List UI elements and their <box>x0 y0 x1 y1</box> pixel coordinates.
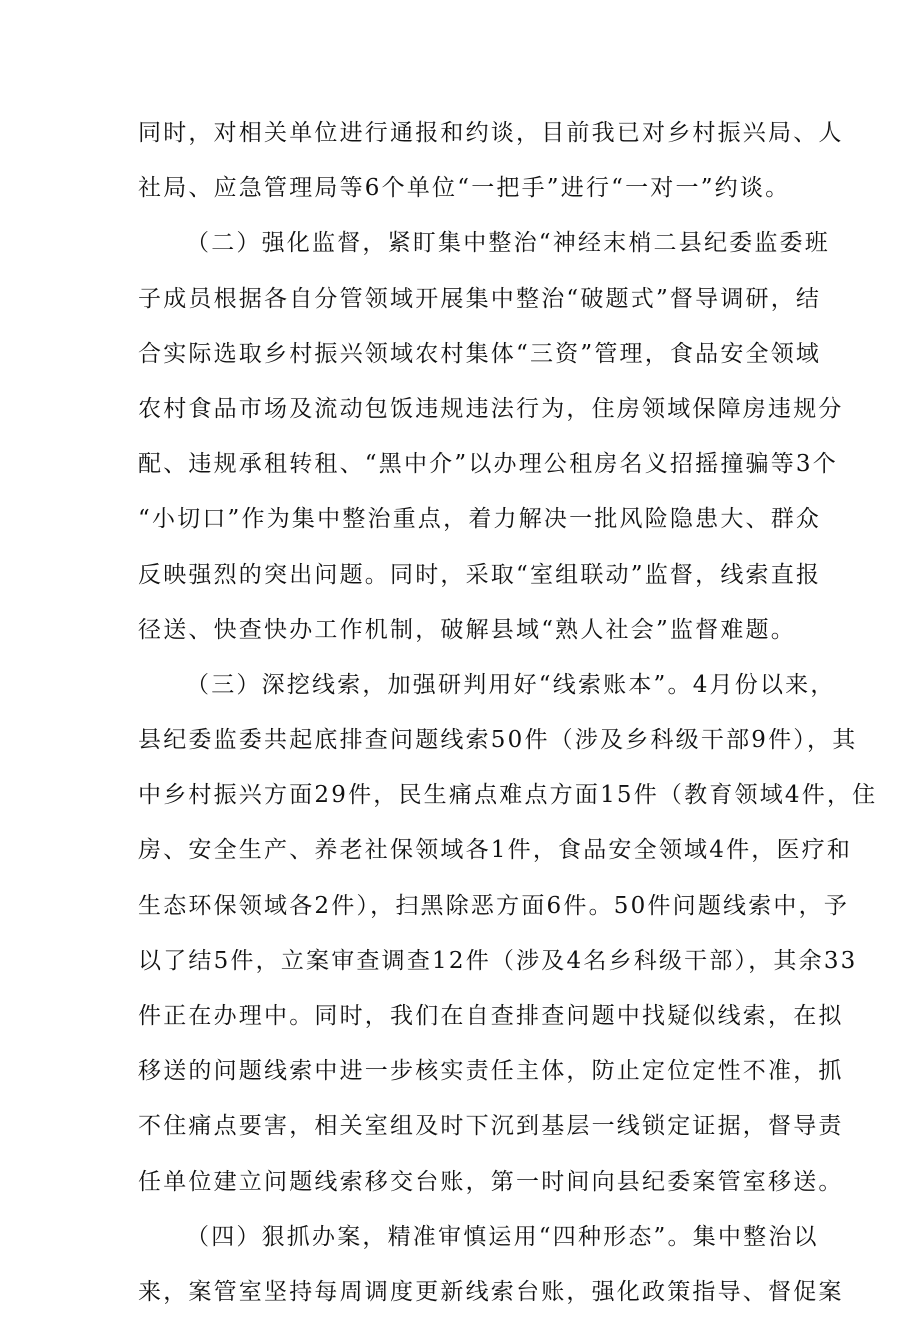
text-line: 同时，对相关单位进行通报和约谈，目前我已对乡村振兴局、人 <box>138 120 844 146</box>
text-line: 反映强烈的突出问题。同时，采取“室组联动”监督，线索直报 <box>138 561 822 588</box>
text-line: “小切口”作为集中整治重点，着力解决一批风险隐患大、群众 <box>138 506 822 533</box>
text-line: 移送的问题线索中进一步核实责任主体，防止定位定性不准，抓 <box>138 1058 844 1085</box>
paragraph-heading-line: （三）深挖线索，加强研判用好“线索账本”。4月份以来， <box>186 671 836 698</box>
text-line: 任单位建立问题线索移交台账，第一时间向县纪委案管室移送。 <box>138 1168 844 1195</box>
text-line: 径送、快查快办工作机制，破解县域“熟人社会”监督难题。 <box>138 616 796 643</box>
paragraph-heading-line: （四）狠抓办案，精准审慎运用“四种形态”。集中整治以 <box>186 1223 819 1250</box>
text-line: 农村食品市场及流动包饭违规违法行为，住房领域保障房违规分 <box>138 395 844 422</box>
document-body <box>138 106 878 1320</box>
text-line: 生态环保领域各2件），扫黑除恶方面6件。50件问题线索中，予 <box>138 892 850 919</box>
text-line: 件正在办理中。同时，我们在自查排查问题中找疑似线索，在拟 <box>138 1003 844 1029</box>
paragraph-heading-line: （二）强化监督，紧盯集中整治“神经末梢二县纪委监委班 <box>186 230 830 257</box>
text-line: 县纪委监委共起底排查问题线索50件（涉及乡科级干部9件），其 <box>138 727 858 754</box>
text-line: 不住痛点要害，相关室组及时下沉到基层一线锁定证据，督导责 <box>138 1113 844 1140</box>
text-line: 以了结5件，立案审查调查12件（涉及4名乡科级干部），其余33 <box>138 947 858 974</box>
text-line: 合实际选取乡村振兴领域农村集体“三资”管理，食品安全领域 <box>138 340 822 367</box>
text-line: 来，案管室坚持每周调度更新线索台账，强化政策指导、督促案 <box>138 1278 844 1305</box>
text-line: 子成员根据各自分管领域开展集中整治“破题式”督导调研，结 <box>138 285 822 312</box>
text-line: 配、违规承租转租、“黑中介”以办理公租房名义招摇撞骗等3个 <box>138 451 838 478</box>
text-line: 中乡村振兴方面29件，民生痛点难点方面15件（教育领域4件，住 <box>138 782 878 809</box>
text-line: 房、安全生产、养老社保领域各1件，食品安全领域4件，医疗和 <box>138 837 853 864</box>
text-line: 社局、应急管理局等6个单位“一把手”进行“一对一”约谈。 <box>138 175 791 202</box>
